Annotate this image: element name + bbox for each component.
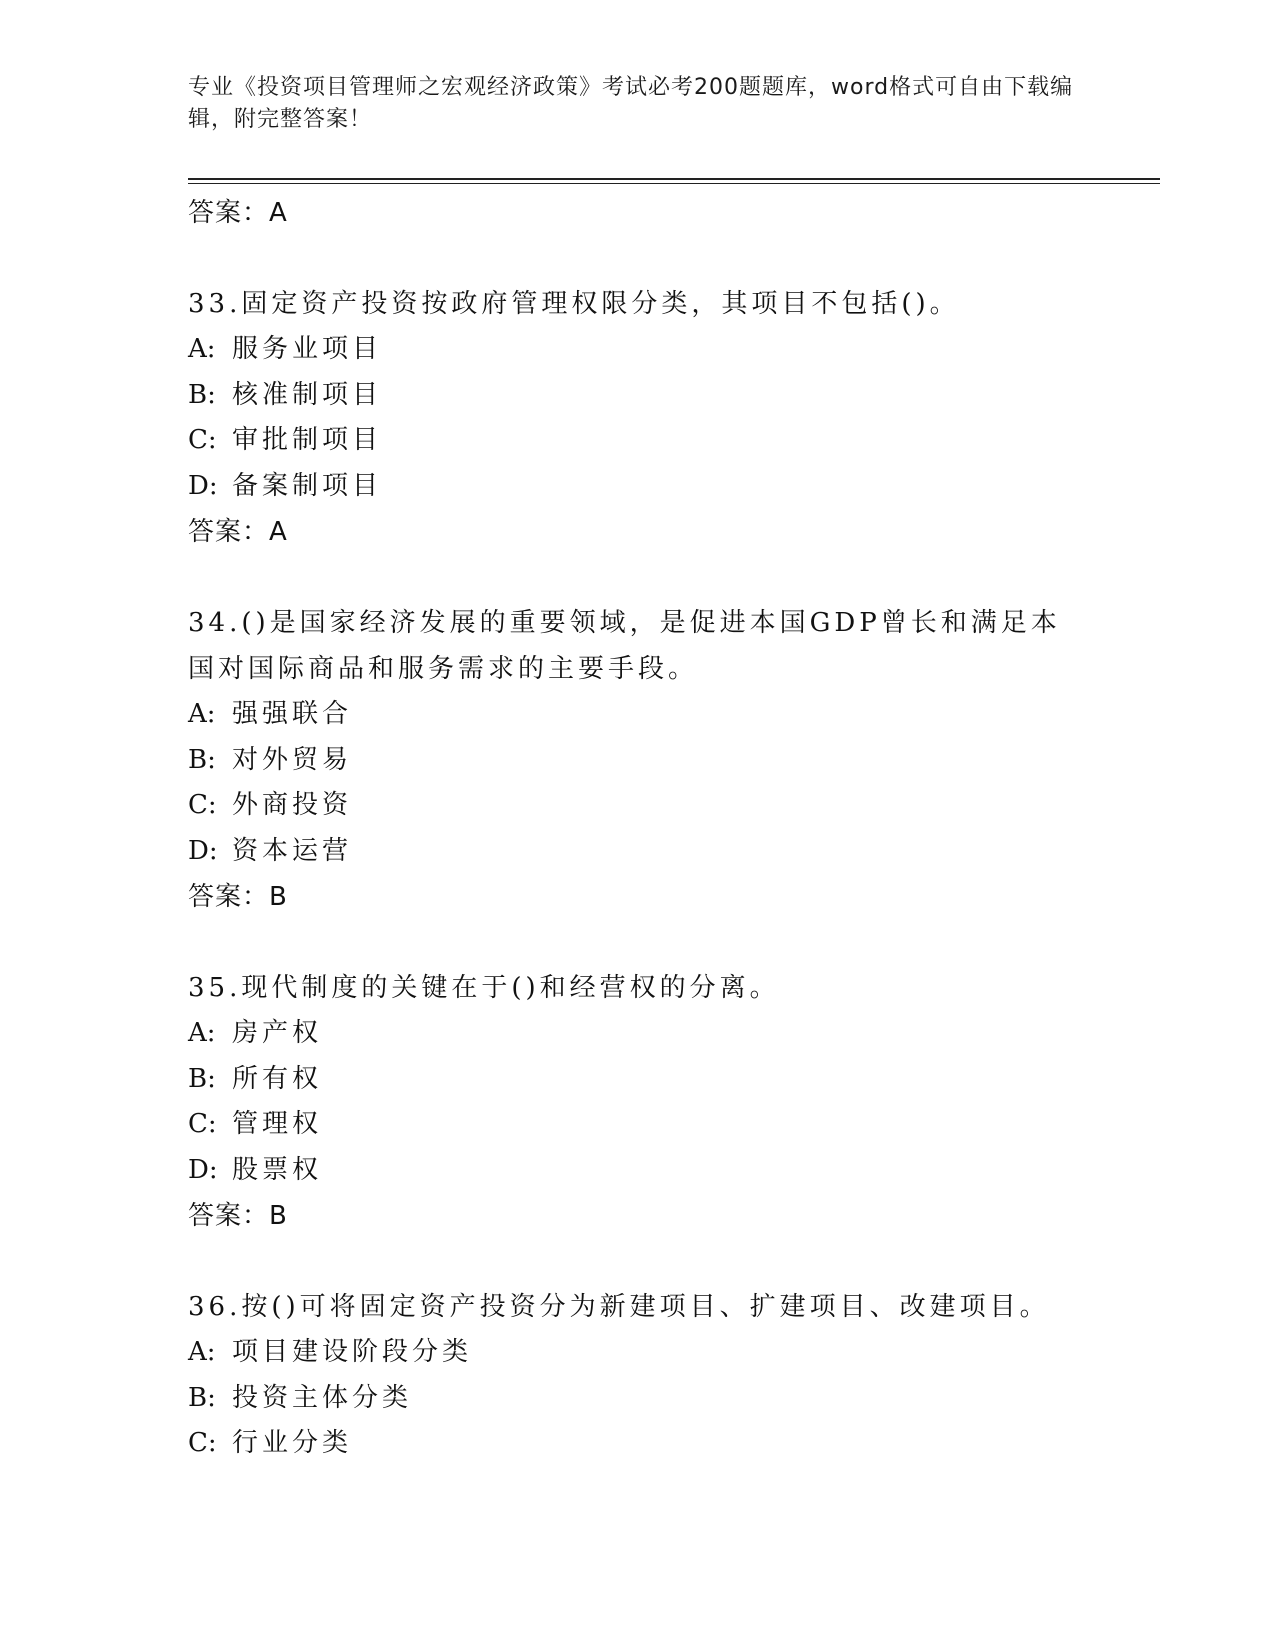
option-letter: A: [188,1018,216,1048]
option-letter: A: [188,334,216,364]
question-text: 33.固定资产投资按政府管理权限分类，其项目不包括()。 [188,289,960,319]
option-letter: B: [188,1063,216,1094]
option-a [188,327,1088,373]
answer-line [188,1193,1088,1239]
option-c [188,1102,1088,1148]
option-b [188,1057,1088,1103]
option-c [188,418,1088,464]
option-letter: D: [188,470,218,501]
header-divider [188,178,1160,180]
option-letter: B: [188,744,216,775]
option-letter: B: [188,379,216,410]
question-list [188,190,1088,1467]
option-b [188,1376,1088,1422]
option-letter: D: [188,1154,218,1185]
option-letter: C: [188,425,217,455]
answer-value: B [269,1201,288,1231]
answer-value: A [269,517,288,547]
option-text: 强强联合 [232,699,353,729]
option-a [188,692,1088,738]
answer-label: 答案： [188,882,270,912]
option-b [188,738,1088,784]
question-text: 35.现代制度的关键在于()和经营权的分离。 [188,973,780,1003]
option-letter: B: [188,1382,216,1413]
option-a [188,1011,1088,1057]
option-text: 服务业项目 [232,334,383,364]
option-d [188,1148,1088,1194]
question-text: 34.()是国家经济发展的重要领域，是促进本国GDP曾长和满足本国对国际商品和服务需求的主要手段。 [188,608,1061,684]
answer-label: 答案： [188,1201,270,1231]
option-text: 项目建设阶段分类 [232,1337,473,1367]
option-letter: A: [188,699,216,729]
option-text: 股票权 [232,1154,323,1185]
option-letter: C: [188,790,217,820]
option-c [188,1421,1088,1467]
answer-line [188,874,1088,920]
option-c [188,783,1088,829]
answer-line [188,509,1088,555]
option-text: 资本运营 [232,835,353,866]
answer-label: 答案： [188,198,270,228]
answer-line [188,190,1088,236]
option-letter: C: [188,1428,217,1458]
option-text: 投资主体分类 [232,1382,413,1413]
document-header: 专业《投资项目管理师之宏观经济政策》考试必考200题题库，word格式可自由下载编辑，附完整答案！ [188,75,1074,132]
option-text: 所有权 [232,1063,323,1094]
option-text: 房产权 [232,1018,323,1048]
option-text: 审批制项目 [232,425,383,455]
header-divider-thin [188,183,1160,184]
option-text: 对外贸易 [232,744,353,775]
answer-value: A [269,198,288,228]
option-text: 核准制项目 [232,379,383,410]
option-d [188,829,1088,875]
answer-label: 答案： [188,517,270,547]
option-d [188,464,1088,510]
option-a [188,1330,1088,1376]
option-text: 备案制项目 [232,470,383,501]
option-letter: D: [188,835,218,866]
option-text: 管理权 [232,1109,323,1139]
option-b [188,373,1088,419]
question-text: 36.按()可将固定资产投资分为新建项目、扩建项目、改建项目。 [188,1292,1050,1322]
option-letter: A: [188,1337,216,1367]
answer-value: B [269,882,288,912]
option-text: 行业分类 [232,1428,353,1458]
option-text: 外商投资 [232,790,353,820]
option-letter: C: [188,1109,217,1139]
